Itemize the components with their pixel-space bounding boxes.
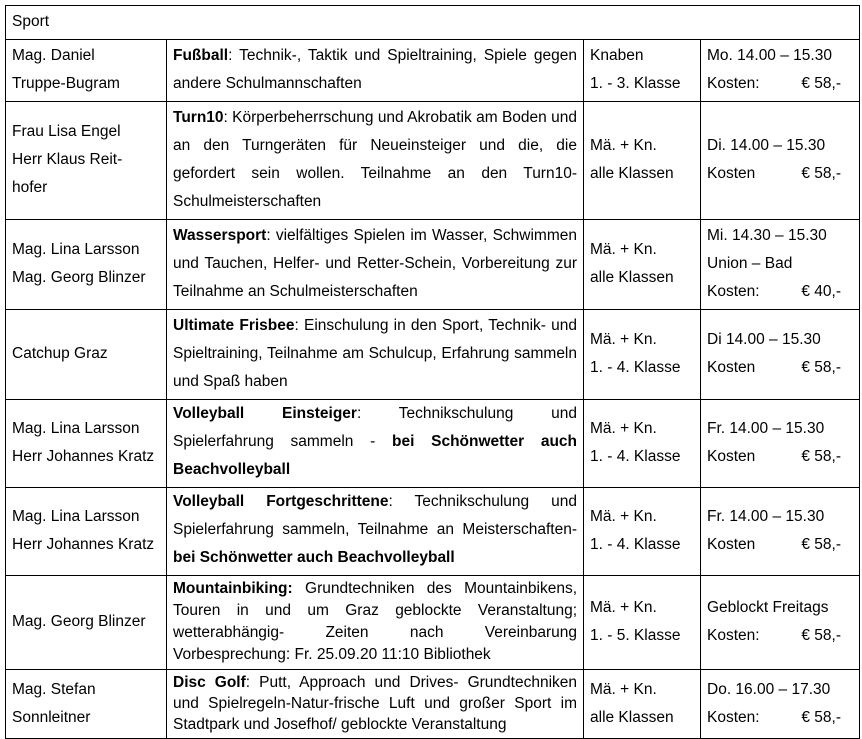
schedule-cell <box>701 400 860 488</box>
group-line: Mä. + Kn. <box>590 680 657 698</box>
teacher-cell <box>6 102 167 220</box>
schedule-cell <box>701 220 860 310</box>
cost-value: € 58,- <box>801 75 841 92</box>
teacher-line: Mag. Georg Blinzer <box>12 613 146 630</box>
description-cell <box>167 488 584 576</box>
group-cell <box>584 40 701 102</box>
teacher-line: Frau Lisa Engel <box>12 123 121 140</box>
group-line: Mä. + Kn. <box>590 331 657 348</box>
teacher-line: Catchup Graz <box>12 345 108 362</box>
description-cell <box>167 310 584 400</box>
time-slot: Mo. 14.00 – 15.30 <box>707 47 832 64</box>
cost-label: Kosten: <box>707 75 760 92</box>
cost-line <box>707 622 853 650</box>
cost-line <box>707 160 853 188</box>
cost-value: € 58,- <box>801 536 841 553</box>
group-line: Mä. + Kn. <box>590 599 657 616</box>
course-description: : vielfältiges Spielen im Wasser, Schwimmen und Tauchen, Helfer- und Retter-Schein, Vorbereitung zur Teilnahme an Schulmeisterschaften <box>173 227 577 300</box>
table-row <box>6 220 860 310</box>
time-slot: Fr. 14.00 – 15.30 <box>707 420 825 437</box>
group-cell <box>584 670 701 739</box>
group-cell <box>584 576 701 670</box>
cost-label: Kosten <box>707 448 756 465</box>
table-row <box>6 40 860 102</box>
teacher-line: Herr Klaus Reit- <box>12 151 123 168</box>
course-description: : Technikschulung und Spielerfahrung sammeln, Teilnahme an Meisterschaften- <box>173 493 577 538</box>
course-name: Wassersport <box>173 227 267 244</box>
group-line: 1. - 3. Klasse <box>590 75 681 92</box>
group-line: Mä. + Kn. <box>590 137 657 154</box>
schedule-cell <box>701 40 860 102</box>
table-row <box>6 576 860 670</box>
teacher-line: Mag. Lina Larsson <box>12 508 140 525</box>
cost-value: € 58,- <box>801 165 841 182</box>
course-description: : Technik-, Taktik und Spieltraining, Spiele gegen andere Schulmannschaften <box>173 47 577 92</box>
table-title-row <box>6 6 860 40</box>
teacher-line: Herr Johannes Kratz <box>12 448 155 465</box>
cost-line <box>707 443 853 471</box>
teacher-cell <box>6 310 167 400</box>
venue: Union – Bad <box>707 255 793 272</box>
course-description: : Putt, Approach und Drives- Grundtechniken und Spielregeln-Natur-frische Luft und großer Sport im Stadtpark und Josefhof/ geblockte Veranstaltung <box>173 674 577 733</box>
sport-table <box>5 5 860 739</box>
cost-value: € 58,- <box>801 708 841 726</box>
teacher-line: Mag. Stefan <box>12 680 96 698</box>
teacher-line: Herr Johannes Kratz <box>12 536 155 553</box>
description-cell <box>167 102 584 220</box>
cost-label: Kosten <box>707 165 756 182</box>
time-slot: Di. 14.00 – 15.30 <box>707 137 826 154</box>
teacher-cell <box>6 220 167 310</box>
course-description: : Einschulung in den Sport, Technik- und Spieltraining, Teilnahme am Schulcup, Erfahrung sammeln und Spaß haben <box>173 317 577 390</box>
cost-line <box>707 354 853 382</box>
cost-line <box>707 278 853 306</box>
description-cell <box>167 670 584 739</box>
teacher-line: Truppe-Bugram <box>12 75 120 92</box>
group-line: alle Klassen <box>590 708 674 726</box>
schedule-cell <box>701 576 860 670</box>
time-slot: Di 14.00 – 15.30 <box>707 331 821 348</box>
group-line: alle Klassen <box>590 269 674 286</box>
course-description: Grundtechniken des Mountainbikens, Touren in und um Graz geblockte Veranstaltung; wetterabhängig- Zeiten nach Vereinbarung Vorbesprechung: Fr. 25.09.20 11:10 Bibliothek <box>173 580 577 663</box>
course-name: Ultimate Frisbee <box>173 317 295 334</box>
group-cell <box>584 400 701 488</box>
time-slot: Fr. 14.00 – 15.30 <box>707 508 825 525</box>
table-row <box>6 400 860 488</box>
group-cell <box>584 102 701 220</box>
schedule-cell <box>701 488 860 576</box>
cost-value: € 58,- <box>801 627 841 644</box>
course-name: Turn10 <box>173 109 224 126</box>
teacher-cell <box>6 40 167 102</box>
group-line: 1. - 5. Klasse <box>590 627 681 644</box>
group-cell <box>584 220 701 310</box>
course-name: Disc Golf <box>173 674 246 691</box>
schedule-cell <box>701 102 860 220</box>
group-line: 1. - 4. Klasse <box>590 359 681 376</box>
teacher-line: Mag. Lina Larsson <box>12 241 140 258</box>
course-name: Mountainbiking: <box>173 580 293 597</box>
cost-label: Kosten: <box>707 627 760 644</box>
cost-value: € 58,- <box>801 359 841 376</box>
table-row <box>6 102 860 220</box>
schedule-cell <box>701 670 860 739</box>
group-cell <box>584 310 701 400</box>
teacher-cell <box>6 488 167 576</box>
time-slot: Do. 16.00 – 17.30 <box>707 680 831 698</box>
group-line: Mä. + Kn. <box>590 241 657 258</box>
course-description: : Körperbeherrschung und Akrobatik am Boden und an den Turngeräten für Neueinsteiger und die, die gefordert sein wollen. Teilnahme an den Turn10-Schulmeisterschaften <box>173 109 577 210</box>
course-name: Volleyball Fortgeschrittene <box>173 493 389 510</box>
teacher-line: Sonnleitner <box>12 708 91 726</box>
teacher-line: hofer <box>12 179 48 196</box>
teacher-line: Mag. Georg Blinzer <box>12 269 146 286</box>
teacher-line: Mag. Lina Larsson <box>12 420 140 437</box>
course-name: Fußball <box>173 47 229 64</box>
group-line: Knaben <box>590 47 644 64</box>
teacher-cell <box>6 670 167 739</box>
course-description-bold: bei Schönwetter auch Beachvolleyball <box>173 549 455 566</box>
teacher-line: Mag. Daniel <box>12 47 95 64</box>
cost-label: Kosten: <box>707 283 760 300</box>
table-row <box>6 310 860 400</box>
description-cell <box>167 220 584 310</box>
cost-line <box>707 531 853 559</box>
cost-value: € 40,- <box>801 283 841 300</box>
group-cell <box>584 488 701 576</box>
cost-line <box>707 70 853 98</box>
teacher-cell <box>6 400 167 488</box>
description-cell <box>167 40 584 102</box>
course-description: : Technikschulung und Spielerfahrung sammeln - <box>173 405 577 450</box>
table-row <box>6 488 860 576</box>
cost-label: Kosten <box>707 536 756 553</box>
cost-label: Kosten: <box>707 708 760 726</box>
course-description-bold: bei Schönwetter auch Beachvolleyball <box>173 433 578 478</box>
group-line: Mä. + Kn. <box>590 420 657 437</box>
course-name: Volleyball Einsteiger <box>173 405 357 422</box>
description-cell <box>167 576 584 670</box>
table-row <box>6 670 860 739</box>
time-slot: Mi. 14.30 – 15.30 <box>707 227 827 244</box>
group-line: 1. - 4. Klasse <box>590 536 681 553</box>
schedule-cell <box>701 310 860 400</box>
cost-value: € 58,- <box>801 448 841 465</box>
cost-label: Kosten <box>707 359 756 376</box>
table-title: Sport <box>6 6 860 40</box>
group-line: Mä. + Kn. <box>590 508 657 525</box>
group-line: 1. - 4. Klasse <box>590 448 681 465</box>
description-cell <box>167 400 584 488</box>
time-slot: Geblockt Freitags <box>707 599 829 616</box>
teacher-cell <box>6 576 167 670</box>
group-line: alle Klassen <box>590 165 674 182</box>
cost-line <box>707 704 853 732</box>
